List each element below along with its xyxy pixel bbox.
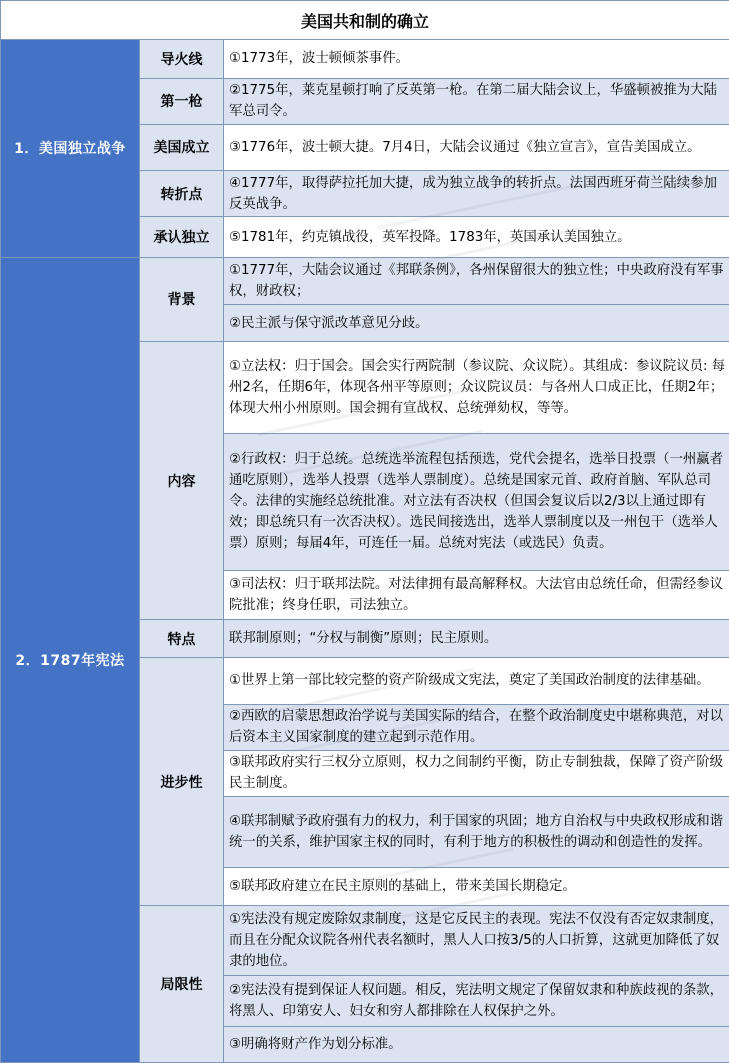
section-label-independence-war: 1．美国独立战争 (1, 40, 140, 257)
row-content-features: 联邦制原则；“分权与制衡”原则；民主原则。 (224, 619, 729, 657)
row-content-progress-1: ①世界上第一部比较完整的资产阶级成文宪法，奠定了美国政治制度的法律基础。 (224, 658, 729, 704)
row-label-background: 背景 (140, 257, 224, 342)
row-content-legislative: ①立法权：归于国会。国会实行两院制（参议院、众议院）。其组成：参议院议员: 每州2名，任期6年，体现各州平等原则；众议院议员：与各州人口成正比，任期2年；体现大州小州原则。国会拥有宣战权、总统弹劾权，等等。 (224, 342, 729, 434)
row-content-progress-3: ③联邦政府实行三权分立原则，权力之间制约平衡，防止专制独裁，保障了资产阶级民主制度。 (224, 750, 729, 796)
row-content-recognition: ⑤1781年，约克镇战役，英军投降。1783年，英国承认美国独立。 (224, 217, 729, 257)
row-label-features: 特点 (140, 619, 224, 657)
page-title: 美国共和制的确立 (1, 1, 729, 40)
row-label-limitations: 局限性 (140, 905, 224, 1062)
row-content-progress-4: ④联邦制赋予政府强有力的权力，利于国家的巩固；地方自治权与中央政权形成和谐统一的关系，维护国家主权的同时，有利于地方的积极性的调动和创造性的发挥。 (224, 797, 729, 867)
row-content-limit-3: ③明确将财产作为划分标准。 (224, 1026, 729, 1062)
row-label-turning-point: 转折点 (140, 171, 224, 217)
row-label-trigger: 导火线 (140, 40, 224, 78)
row-content-limit-1: ①宪法没有规定废除奴隶制度，这是它反民主的表现。宪法不仅没有否定奴隶制度，而且在分配众议院各州代表名额时，黑人人口按3/5的人口折算，这就更加降低了奴隶的地位。 (224, 905, 729, 975)
section-label-constitution: 2．1787年宪法 (1, 257, 140, 1062)
row-content-first-shot: ②1775年，莱克星顿打响了反英第一枪。在第二届大陆会议上，华盛顿被推为大陆军总司令。 (224, 78, 729, 124)
row-content-executive: ②行政权：归于总统。总统选举流程包括预选，党代会提名，选举日投票（一州赢者通吃原则），选举人投票（选举人票制度）。总统是国家元首、政府首脑、军队总司令。法律的实施经总统批准。对立法有否决权（但国会复议后以2/3以上通过即有效；即总统只有一次否决权）。选民间接选出，选举人票制度以及一州包干（选举人票）原则；每届4年，可连任一届。总统对宪法（或选民）负责。 (224, 433, 729, 570)
row-label-founding: 美国成立 (140, 124, 224, 170)
row-content-background-1: ①1777年，大陆会议通过《邦联条例》，各州保留很大的独立性；中央政府没有军事权，财政权； (224, 257, 729, 304)
row-content-founding: ③1776年，波士顿大捷。7月4日，大陆会议通过《独立宣言》，宣告美国成立。 (224, 124, 729, 170)
row-content-judicial: ③司法权：归于联邦法院。对法律拥有最高解释权。大法官由总统任命，但需经参议院批准；终身任职，司法独立。 (224, 570, 729, 619)
row-label-content: 内容 (140, 342, 224, 620)
row-content-progress-5: ⑤联邦政府建立在民主原则的基础上，带来美国长期稳定。 (224, 867, 729, 905)
row-label-first-shot: 第一枪 (140, 78, 224, 124)
row-content-limit-2: ②宪法没有提到保证人权问题。相反，宪法明文规定了保留奴隶和种族歧视的条款，将黑人、印第安人、妇女和穷人都排除在人权保护之外。 (224, 976, 729, 1026)
row-label-recognition: 承认独立 (140, 217, 224, 257)
row-content-background-2: ②民主派与保守派改革意见分歧。 (224, 304, 729, 341)
row-content-turning-point: ④1777年，取得萨拉托加大捷，成为独立战争的转折点。法国西班牙荷兰陆续参加反英战争。 (224, 171, 729, 217)
row-content-progress-2: ②西欧的启蒙思想政治学说与美国实际的结合，在整个政治制度史中堪称典范，对以后资本主义国家制度的建立起到示范作用。 (224, 704, 729, 750)
row-label-progressiveness: 进步性 (140, 658, 224, 906)
row-content-trigger: ①1773年，波士顿倾茶事件。 (224, 40, 729, 78)
